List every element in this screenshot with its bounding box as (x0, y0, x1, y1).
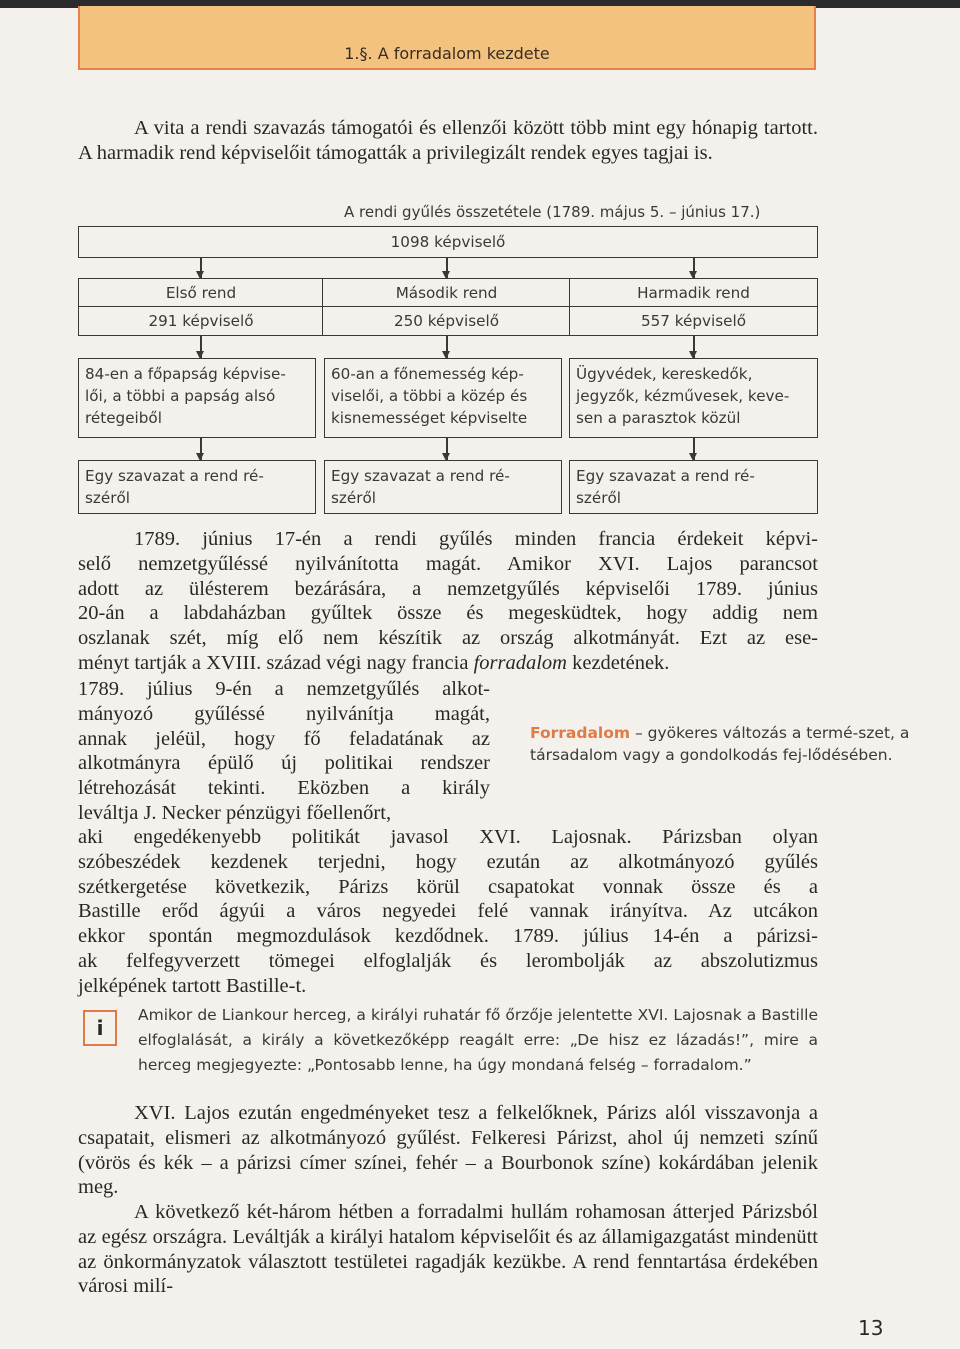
estate-name-third (569, 278, 818, 308)
total-label: 1098 képviselő (390, 233, 506, 251)
text-line: alkotmányra épülő új politikai rendszer (78, 752, 490, 775)
text-line: ekkor spontán megmozdulások kezdődnek. 1789. július 14-én a párizsi- (78, 925, 818, 948)
estate-count-third (569, 306, 818, 336)
vote-third (569, 460, 818, 514)
text-line: aki engedékenyebb politikát javasol XVI. Lajosnak. Párizsban olyan (78, 826, 818, 848)
arrow-comp-second (446, 438, 448, 460)
intro-paragraph (78, 116, 818, 166)
estate-count-label: 250 képviselő (393, 312, 500, 330)
definition-box (530, 722, 910, 766)
estate-name-label: Első rend (165, 284, 237, 302)
estate-name-label: Harmadik rend (637, 284, 750, 302)
vote-line: széről (331, 489, 376, 507)
estate-count-label: 291 képviselő (148, 312, 254, 330)
section-title: 1.§. A forradalom kezdete (344, 44, 550, 63)
composition-first (78, 358, 316, 438)
paragraph-concessions (78, 1101, 818, 1200)
paragraph-july-wide (78, 825, 818, 999)
estate-count-second (322, 306, 571, 336)
diagram-caption: A rendi gyűlés összetétele (1789. május 5. – június 17.) (344, 203, 761, 221)
text-line: leváltja J. Necker pénzügyi főellenőrt, (78, 801, 392, 824)
paragraph-june (78, 527, 818, 676)
info-icon: i (83, 1010, 117, 1046)
definition-term: Forradalom (530, 724, 631, 742)
arrow-total-first (200, 258, 202, 278)
arrow-total-second (446, 258, 448, 278)
text-line: oszlanak szét, míg elő nem készítik az ország alkotmányát. Ezt az ese- (78, 627, 818, 650)
arrow-comp-first (200, 438, 202, 460)
vote-line: széről (576, 489, 621, 507)
text-line: létrehozását tekinti. Eközben a király (78, 777, 490, 800)
arrow-total-third (693, 258, 695, 278)
text-line: mányozó gyűléssé nyilvánítja magát, (78, 702, 490, 725)
concessions-text: XVI. Lajos ezután engedményeket tesz a felkelőknek, Párizs alól visszavonja a csapatait, elismeri az alkotmányozó gyűlést. Felkeresi Párizst, ahol új nemzeti színű (vörös és kék – a párizsi címer színei, fehér – a Bourbonok színe) kokárdában jelenik meg. (78, 1102, 818, 1199)
arrow-comp-third (693, 438, 695, 460)
estate-name-label: Második rend (395, 284, 498, 302)
estate-name-second (322, 278, 571, 308)
vote-line: Egy szavazat a rend ré- (576, 467, 755, 485)
composition-second (324, 358, 562, 438)
composition-third (569, 358, 818, 438)
text-line: annak jeléül, hogy fő feladatának az (78, 727, 490, 750)
text-line: jelképének tartott Bastille-t. (78, 974, 307, 997)
arrow-count-third (693, 336, 695, 358)
page-number: 13 (858, 1316, 884, 1340)
definition-text: – gyökeres változás a termé-szet, a társadalom vagy a gondolkodás fej-lődésében. (530, 724, 910, 764)
arrow-count-second (446, 336, 448, 358)
composition-line: sen a parasztok közül (576, 409, 741, 427)
text-line (78, 651, 818, 676)
text-line: Bastille erőd ágyúi a város negyedei felé vannak irányítva. Az utcákon (78, 900, 818, 923)
composition-line: lői, a többi a papság alsó (85, 387, 276, 405)
composition-line: 84-en a főpapság képvise- (85, 365, 286, 383)
paragraph-wave (78, 1200, 818, 1299)
composition-line: jegyzők, kézművesek, keve- (576, 387, 790, 405)
section-header (78, 6, 816, 70)
composition-line: Ügyvédek, kereskedők, (576, 365, 753, 383)
composition-line: kisnemességet képviselte (331, 409, 528, 427)
total-box (78, 226, 818, 258)
italic-term: forradalom (473, 651, 567, 674)
text-line: 1789. június 17-én a rendi gyűlés minden francia érdekeit képvi- (134, 528, 818, 550)
text-line: 20-án a labdaházban gyűltek össze és megesküdtek, hogy addig nem (78, 602, 818, 625)
arrow-count-first (200, 336, 202, 358)
text-line: ak felfegyverzett tömegei elfoglalják és lerombolják az abszolutizmus (78, 949, 818, 972)
paragraph-july-narrow (78, 677, 490, 826)
estate-name-first (78, 278, 324, 308)
wave-text: A következő két-három hétben a forradalmi hullám rohamosan átterjed Párizsból az egész országra. Leváltják a királyi hatalom képviselőit és az államigazgatást mindenütt az önkormányzatok választott testületei ragadják kezükbe. A rend fenntartása érdekében városi milí- (78, 1201, 818, 1298)
vote-first (78, 460, 316, 514)
text-span: ményt tartják a XVIII. század végi nagy francia (78, 651, 469, 674)
vote-line: széről (85, 489, 130, 507)
vote-second (324, 460, 562, 514)
text-line: szétkergetése következik, Párizs körül csapatokat vonnak össze és a (78, 875, 818, 898)
text-line: szóbeszédek kezdenek terjedni, hogy ezután az alkotmányozó gyűlés (78, 850, 818, 873)
composition-line: rétegeiből (85, 409, 162, 427)
vote-line: Egy szavazat a rend ré- (85, 467, 264, 485)
composition-line: 60-an a főnemesség kép- (331, 365, 524, 383)
intro-text: A vita a rendi szavazás támogatói és ellenzői között több mint egy hónapig tartott. A harmadik rend képviselőit támogatták a privilegizált rendek egyes tagjai is. (78, 117, 818, 164)
text-line: selő nemzetgyűléssé nyilvánította magát. Amikor XVI. Lajos parancsot (78, 552, 818, 575)
composition-line: viselői, a többi a közép és (331, 387, 528, 405)
text-line: 1789. július 9-én a nemzetgyűlés alkot- (78, 678, 490, 700)
text-span: kezdetének. (572, 651, 670, 674)
vote-line: Egy szavazat a rend ré- (331, 467, 510, 485)
text-line: adott az ülésterem bezárására, a nemzetgyűlés képviselői 1789. június (78, 577, 818, 600)
estate-count-first (78, 306, 324, 336)
info-text: Amikor de Liankour herceg, a királyi ruhatár fő őrzője jelentette XVI. Lajosnak a Bastille elfoglalását, a király a következőképp reagált erre: „De hisz ez lázadás!”, mire a herceg megjegyezte: „Pontosabb lenne, ha úgy mondaná felség – forradalom.” (138, 1006, 818, 1074)
estate-count-label: 557 képviselő (640, 312, 747, 330)
